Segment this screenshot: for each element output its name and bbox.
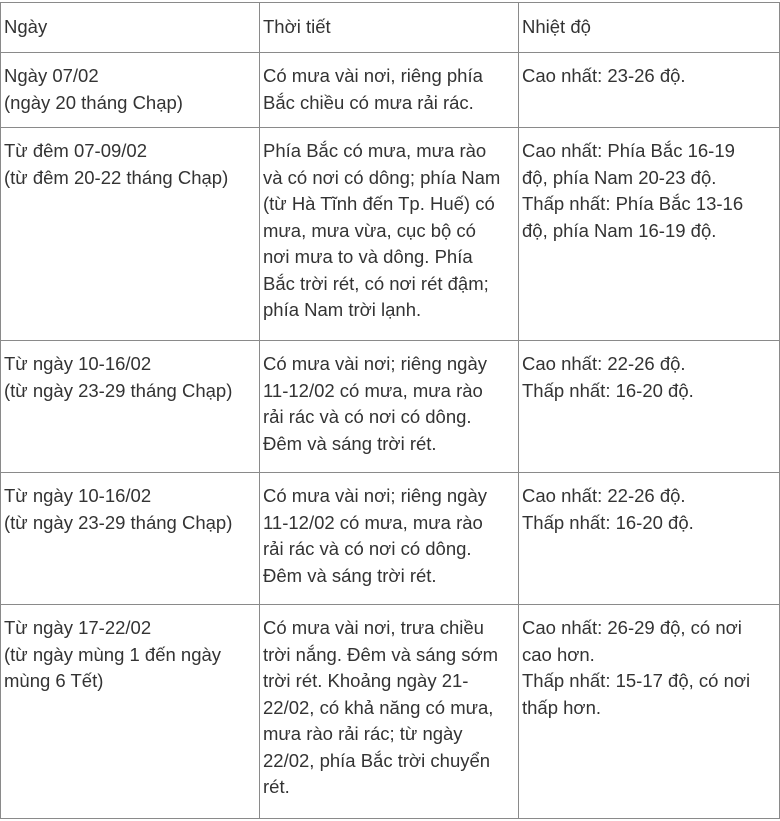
cell-line: mưa rào rải rác; từ ngày <box>263 723 463 744</box>
cell-line: Có mưa vài nơi, trưa chiều <box>263 617 484 638</box>
cell-line: cao hơn. <box>522 643 595 665</box>
header-weather: Thời tiết <box>260 3 519 53</box>
cell-line: Bắc chiều có mưa rải rác. <box>263 91 474 113</box>
cell-line: trời nắng. Đêm và sáng sớm <box>263 643 499 665</box>
cell-line: (từ ngày 23-29 tháng Chạp) <box>4 379 233 401</box>
date-cell <box>1 605 260 819</box>
cell-line: Từ đêm 07-09/02 <box>4 140 147 161</box>
cell-line: Cao nhất: 22-26 độ. <box>522 353 686 374</box>
cell-line: Từ ngày 10-16/02 <box>4 485 152 506</box>
cell-line: phía Nam trời lạnh. <box>263 299 422 320</box>
cell-line: (từ đêm 20-22 tháng Chạp) <box>4 166 229 188</box>
header-date: Ngày <box>1 3 260 53</box>
cell-line: nơi mưa to và dông. Phía <box>263 246 473 267</box>
cell-line: Thấp nhất: Phía Bắc 13-16 <box>522 193 744 214</box>
temperature-cell <box>519 341 780 473</box>
temperature-cell <box>519 128 780 341</box>
table-header-row <box>1 3 780 53</box>
table-row <box>1 53 780 128</box>
cell-line: và có nơi có dông; phía Nam <box>263 166 501 188</box>
cell-line: thấp hơn. <box>522 696 601 718</box>
cell-line: trời rét. Khoảng ngày 21- <box>263 670 469 691</box>
date-cell <box>1 473 260 605</box>
cell-line: (ngày 20 tháng Chạp) <box>4 91 183 113</box>
cell-line: Có mưa vài nơi, riêng phía <box>263 65 483 86</box>
cell-line: Cao nhất: 23-26 độ. <box>522 65 686 86</box>
cell-line: Thấp nhất: 16-20 độ. <box>522 511 694 533</box>
temperature-cell <box>519 605 780 819</box>
cell-line: Đêm và sáng trời rét. <box>263 432 437 454</box>
cell-line: Từ ngày 10-16/02 <box>4 353 152 374</box>
cell-line: Cao nhất: Phía Bắc 16-19 <box>522 140 735 161</box>
weather-cell <box>260 128 519 341</box>
temperature-cell <box>519 53 780 128</box>
date-cell <box>1 53 260 128</box>
cell-line: Phía Bắc có mưa, mưa rào <box>263 140 487 161</box>
header-temperature: Nhiệt độ <box>519 3 780 53</box>
cell-line: rét. <box>263 776 290 797</box>
weather-forecast-table <box>0 2 780 819</box>
cell-line: rải rác và có nơi có dông. <box>263 538 472 559</box>
cell-line: (từ ngày 23-29 tháng Chạp) <box>4 511 233 533</box>
cell-line: Bắc trời rét, có nơi rét đậm; <box>263 272 489 294</box>
cell-line: Thấp nhất: 15-17 độ, có nơi <box>522 670 751 691</box>
cell-line: Cao nhất: 26-29 độ, có nơi <box>522 617 742 638</box>
table-row <box>1 605 780 819</box>
cell-line: Đêm và sáng trời rét. <box>263 564 437 586</box>
table-row <box>1 128 780 341</box>
cell-line: Ngày 07/02 <box>4 65 99 86</box>
cell-line: mưa, mưa vừa, cục bộ có <box>263 219 476 241</box>
cell-line: độ, phía Nam 16-19 độ. <box>522 219 717 241</box>
table-row <box>1 473 780 605</box>
cell-line: Cao nhất: 22-26 độ. <box>522 485 686 506</box>
cell-line: Có mưa vài nơi; riêng ngày <box>263 485 488 506</box>
weather-cell <box>260 53 519 128</box>
cell-line: 11-12/02 có mưa, mưa rào <box>263 379 483 401</box>
cell-line: Từ ngày 17-22/02 <box>4 617 152 638</box>
table-row <box>1 341 780 473</box>
weather-cell <box>260 341 519 473</box>
cell-line: (từ Hà Tĩnh đến Tp. Huế) có <box>263 193 495 214</box>
date-cell <box>1 128 260 341</box>
cell-line: (từ ngày mùng 1 đến ngày <box>4 643 222 665</box>
cell-line: 11-12/02 có mưa, mưa rào <box>263 511 483 533</box>
cell-line: 22/02, có khả năng có mưa, <box>263 696 494 718</box>
cell-line: độ, phía Nam 20-23 độ. <box>522 166 717 188</box>
date-cell <box>1 341 260 473</box>
cell-line: mùng 6 Tết) <box>4 670 104 691</box>
cell-line: 22/02, phía Bắc trời chuyển <box>263 749 491 771</box>
cell-line: Có mưa vài nơi; riêng ngày <box>263 353 488 374</box>
weather-cell <box>260 605 519 819</box>
temperature-cell <box>519 473 780 605</box>
weather-cell <box>260 473 519 605</box>
cell-line: rải rác và có nơi có dông. <box>263 406 472 427</box>
cell-line: Thấp nhất: 16-20 độ. <box>522 379 694 401</box>
